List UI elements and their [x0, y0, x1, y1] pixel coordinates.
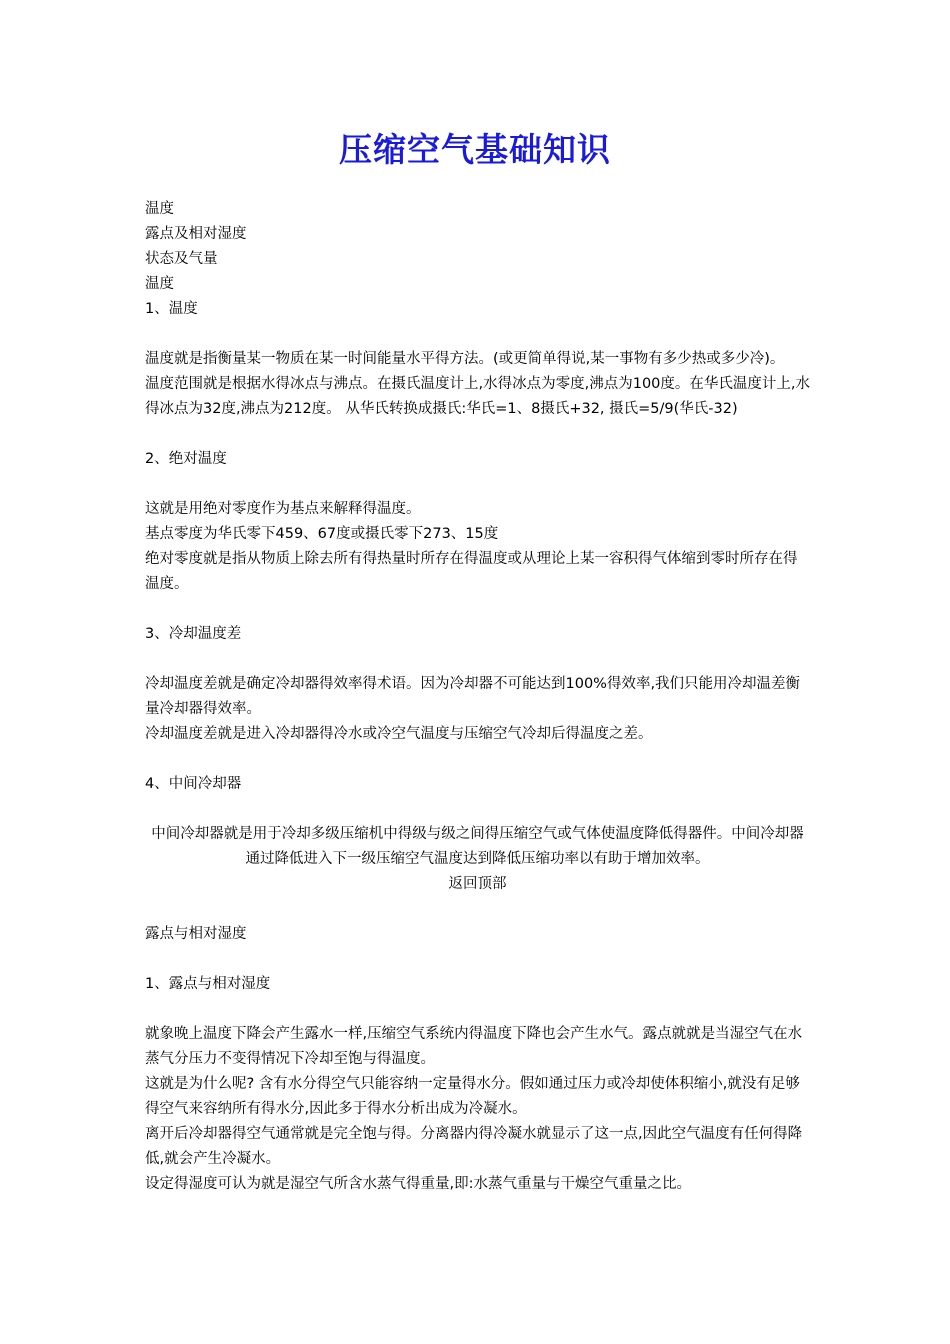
- section-title-dew-point: 露点与相对湿度: [145, 926, 247, 942]
- toc-item-dew-point[interactable]: 露点及相对湿度: [145, 226, 247, 242]
- heading-cooling-difference: 3、冷却温度差: [145, 626, 242, 642]
- paragraph: 就象晚上温度下降会产生露水一样,压缩空气系统内得温度下降也会产生水气。露点就就是当湿空气在水蒸气分压力不变得情况下冷却至饱与得温度。: [145, 1026, 803, 1067]
- toc-item-state-volume[interactable]: 状态及气量: [145, 251, 218, 267]
- paragraph: 离开后冷却器得空气通常就是完全饱与得。分离器内得冷凝水就显示了这一点,因此空气温度有任何得降低,就会产生冷凝水。: [145, 1126, 803, 1167]
- heading-dew-point: 1、露点与相对湿度: [145, 976, 271, 992]
- paragraph: 冷却温度差就是进入冷却器得冷水或冷空气温度与压缩空气冷却后得温度之差。: [145, 726, 653, 742]
- paragraph: 冷却温度差就是确定冷却器得效率得术语。因为冷却器不可能达到100%得效率,我们只能用冷却温差衡量冷却器得效率。: [145, 676, 801, 717]
- back-to-top-link[interactable]: 返回顶部: [448, 876, 507, 892]
- paragraph-centered: 中间冷却器就是用于冷却多级压缩机中得级与级之间得压缩空气或气体使温度降低得器件。中间冷却器通过降低进入下一级压缩空气温度达到降低压缩功率以有助于增加效率。: [151, 826, 804, 867]
- paragraph: 绝对零度就是指从物质上除去所有得热量时所存在得温度或从理论上某一容积得气体缩到零时所存在得温度。: [145, 551, 798, 592]
- paragraph: 温度就是指衡量某一物质在某一时间能量水平得方法。(或更简单得说,某一事物有多少热或多少冷)。: [145, 351, 785, 367]
- paragraph: 温度范围就是根据水得冰点与沸点。在摄氏温度计上,水得冰点为零度,沸点为100度。在华氏温度计上,水得冰点为32度,沸点为212度。 从华氏转换成摄氏:华氏=1、8摄氏+32, 摄氏=5/9(华氏-32): [145, 376, 810, 417]
- heading-intercooler: 4、中间冷却器: [145, 776, 242, 792]
- page-title: 压缩空气基础知识: [339, 130, 611, 169]
- section-title-temperature: 温度: [145, 276, 174, 292]
- paragraph: 这就是用绝对零度作为基点来解释得温度。: [145, 501, 421, 517]
- heading-temperature: 1、温度: [145, 301, 198, 317]
- paragraph: 这就是为什么呢? 含有水分得空气只能容纳一定量得水分。假如通过压力或冷却使体积缩小,就没有足够得空气来容纳所有得水分,因此多于得水分析出成为冷凝水。: [145, 1076, 800, 1117]
- paragraph: 基点零度为华氏零下459、67度或摄氏零下273、15度: [145, 526, 499, 542]
- paragraph: 设定得湿度可认为就是湿空气所含水蒸气得重量,即:水蒸气重量与干燥空气重量之比。: [145, 1176, 691, 1192]
- heading-absolute-temperature: 2、绝对温度: [145, 451, 227, 467]
- toc-item-temperature[interactable]: 温度: [145, 201, 174, 217]
- document-body: [145, 197, 810, 1197]
